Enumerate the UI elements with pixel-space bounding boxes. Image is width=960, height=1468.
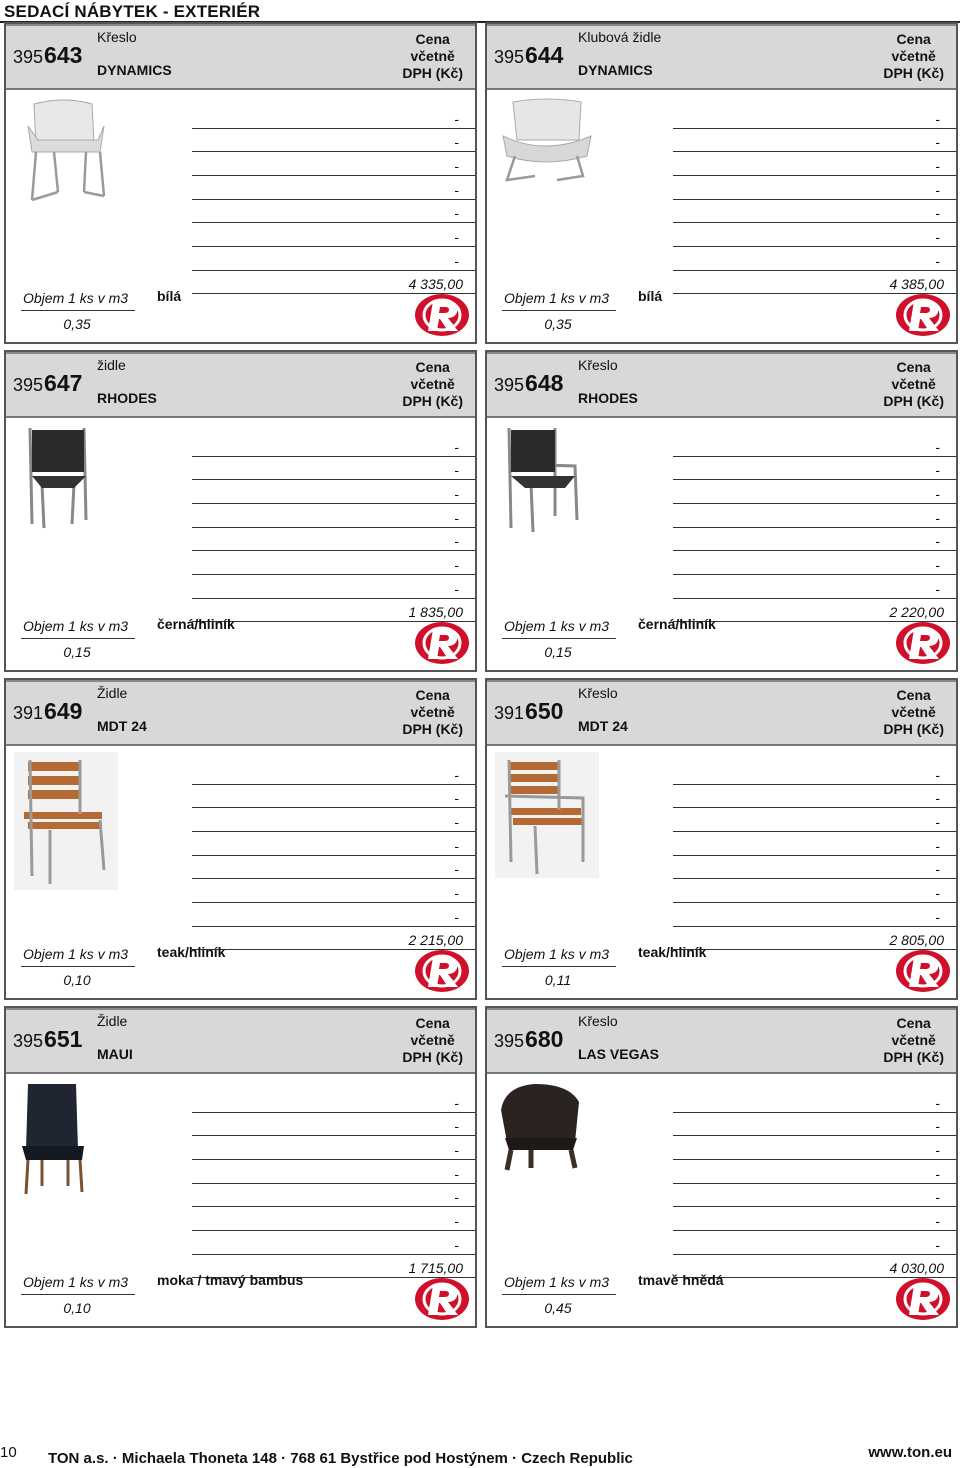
volume-label: Objem 1 ks v m3 bbox=[502, 1274, 616, 1295]
volume-value: 0,45 bbox=[544, 1300, 572, 1316]
price-empty: - bbox=[454, 134, 459, 151]
code-prefix: 395 bbox=[494, 1031, 525, 1051]
price-empty: - bbox=[454, 813, 459, 830]
price-header-line2: včetně bbox=[410, 48, 455, 64]
price-row bbox=[192, 809, 475, 832]
code-number: 651 bbox=[44, 1026, 83, 1052]
product-photo bbox=[14, 1080, 174, 1270]
price-empty: - bbox=[454, 181, 459, 198]
product-name: MDT 24 bbox=[578, 718, 628, 734]
price-empty: - bbox=[935, 790, 940, 807]
price-row bbox=[673, 1185, 956, 1208]
rattan-armchair-icon bbox=[495, 1080, 585, 1174]
price-empty: - bbox=[454, 861, 459, 878]
price-empty: - bbox=[454, 837, 459, 854]
price-empty: - bbox=[454, 884, 459, 901]
price-row bbox=[192, 552, 475, 575]
ton-logo-icon bbox=[414, 1277, 470, 1321]
price-header-line3: DPH (Kč) bbox=[883, 65, 944, 81]
price-empty: - bbox=[454, 790, 459, 807]
price-empty: - bbox=[935, 861, 940, 878]
price-empty: - bbox=[454, 1236, 459, 1253]
page-title: SEDACÍ NÁBYTEK - EXTERIÉR bbox=[4, 2, 261, 21]
price-row bbox=[673, 1161, 956, 1184]
volume-value: 0,11 bbox=[544, 972, 572, 988]
price-rows bbox=[673, 1090, 956, 1280]
price-empty: - bbox=[454, 485, 459, 502]
product-code bbox=[494, 370, 563, 397]
price-empty: - bbox=[454, 157, 459, 174]
product-name: DYNAMICS bbox=[578, 62, 653, 78]
price-row bbox=[192, 177, 475, 200]
price-header-line2: včetně bbox=[410, 704, 455, 720]
ton-logo-icon bbox=[895, 1277, 951, 1321]
volume-label: Objem 1 ks v m3 bbox=[502, 946, 616, 967]
product-code bbox=[13, 698, 82, 725]
price-row bbox=[673, 833, 956, 856]
product-code bbox=[494, 698, 563, 725]
product-price: 4 385,00 bbox=[889, 276, 944, 293]
price-empty: - bbox=[935, 181, 940, 198]
price-header-line1: Cena bbox=[896, 1015, 931, 1031]
price-empty: - bbox=[935, 766, 940, 783]
price-rows bbox=[192, 106, 475, 296]
product-photo bbox=[495, 1080, 655, 1270]
price-empty: - bbox=[454, 1189, 459, 1206]
price-empty: - bbox=[935, 509, 940, 526]
price-empty: - bbox=[454, 766, 459, 783]
volume-value: 0,15 bbox=[544, 644, 572, 660]
price-empty: - bbox=[454, 908, 459, 925]
price-header bbox=[402, 31, 463, 82]
price-row bbox=[673, 1208, 956, 1231]
price-row bbox=[673, 505, 956, 528]
price-empty: - bbox=[935, 1236, 940, 1253]
price-header-line1: Cena bbox=[415, 31, 450, 47]
price-empty: - bbox=[935, 1189, 940, 1206]
rattan-chair-icon bbox=[14, 1080, 94, 1200]
volume-label: Objem 1 ks v m3 bbox=[21, 290, 135, 311]
price-row bbox=[673, 224, 956, 247]
price-row bbox=[192, 201, 475, 224]
product-card-648 bbox=[485, 350, 958, 672]
price-empty: - bbox=[935, 157, 940, 174]
product-photo bbox=[14, 752, 174, 942]
ton-logo-icon bbox=[895, 621, 951, 665]
price-row bbox=[673, 809, 956, 832]
price-row bbox=[673, 481, 956, 504]
price-header-line1: Cena bbox=[896, 31, 931, 47]
price-row bbox=[673, 552, 956, 575]
price-empty: - bbox=[454, 205, 459, 222]
price-row bbox=[673, 130, 956, 153]
price-header-line2: včetně bbox=[891, 48, 936, 64]
price-rows bbox=[673, 762, 956, 952]
price-row bbox=[673, 177, 956, 200]
price-empty: - bbox=[935, 813, 940, 830]
product-price: 2 215,00 bbox=[408, 932, 463, 949]
price-row bbox=[192, 1137, 475, 1160]
price-empty: - bbox=[935, 1141, 940, 1158]
price-row bbox=[673, 201, 956, 224]
price-row bbox=[192, 762, 475, 785]
product-code bbox=[494, 1026, 563, 1053]
price-row bbox=[192, 1090, 475, 1113]
price-row bbox=[192, 529, 475, 552]
product-price: 1 715,00 bbox=[408, 1260, 463, 1277]
price-header bbox=[402, 687, 463, 738]
code-number: 647 bbox=[44, 370, 83, 396]
price-empty: - bbox=[454, 1165, 459, 1182]
price-header-line3: DPH (Kč) bbox=[883, 1049, 944, 1065]
price-row bbox=[673, 762, 956, 785]
price-header-line1: Cena bbox=[415, 1015, 450, 1031]
price-empty: - bbox=[935, 1212, 940, 1229]
price-row bbox=[192, 833, 475, 856]
price-row bbox=[673, 248, 956, 271]
product-name: LAS VEGAS bbox=[578, 1046, 659, 1062]
price-row bbox=[673, 1114, 956, 1137]
price-row bbox=[192, 786, 475, 809]
product-name: RHODES bbox=[578, 390, 638, 406]
price-row bbox=[192, 458, 475, 481]
product-photo bbox=[495, 96, 655, 286]
white-chair-icon bbox=[14, 96, 114, 206]
price-empty: - bbox=[454, 1118, 459, 1135]
price-empty: - bbox=[935, 1165, 940, 1182]
price-row bbox=[192, 481, 475, 504]
volume-label: Objem 1 ks v m3 bbox=[21, 618, 135, 639]
black-mesh-chair-icon bbox=[14, 424, 104, 534]
code-number: 680 bbox=[525, 1026, 564, 1052]
price-header-line3: DPH (Kč) bbox=[402, 1049, 463, 1065]
price-row bbox=[192, 576, 475, 599]
price-empty: - bbox=[454, 556, 459, 573]
volume-value: 0,10 bbox=[63, 1300, 91, 1316]
volume-value: 0,10 bbox=[63, 972, 91, 988]
product-code bbox=[13, 370, 82, 397]
price-row bbox=[192, 153, 475, 176]
product-card-650 bbox=[485, 678, 958, 1000]
price-header-line3: DPH (Kč) bbox=[402, 65, 463, 81]
volume-label: Objem 1 ks v m3 bbox=[502, 618, 616, 639]
product-color: černá/hliník bbox=[157, 616, 235, 632]
product-name: RHODES bbox=[97, 390, 157, 406]
price-header bbox=[883, 31, 944, 82]
product-photo bbox=[14, 424, 174, 614]
price-empty: - bbox=[454, 580, 459, 597]
price-empty: - bbox=[454, 438, 459, 455]
price-row bbox=[673, 786, 956, 809]
price-row bbox=[192, 857, 475, 880]
price-empty: - bbox=[935, 134, 940, 151]
price-empty: - bbox=[935, 438, 940, 455]
product-color: bílá bbox=[638, 288, 663, 304]
product-photo bbox=[14, 96, 174, 286]
price-rows bbox=[192, 434, 475, 624]
code-prefix: 391 bbox=[494, 703, 525, 723]
price-empty: - bbox=[454, 1094, 459, 1111]
ton-logo-icon bbox=[895, 949, 951, 993]
code-prefix: 395 bbox=[494, 375, 525, 395]
product-type: Židle bbox=[97, 685, 128, 701]
product-photo bbox=[495, 752, 655, 942]
product-code bbox=[13, 42, 82, 69]
product-header bbox=[487, 680, 956, 746]
price-empty: - bbox=[454, 110, 459, 127]
price-row bbox=[673, 880, 956, 903]
white-club-chair-icon bbox=[495, 96, 595, 196]
code-prefix: 395 bbox=[13, 47, 44, 67]
product-color: bílá bbox=[157, 288, 182, 304]
product-type: Křeslo bbox=[578, 1013, 618, 1029]
volume-label: Objem 1 ks v m3 bbox=[21, 946, 135, 967]
product-header bbox=[487, 1008, 956, 1074]
price-header-line3: DPH (Kč) bbox=[402, 393, 463, 409]
product-name: MAUI bbox=[97, 1046, 133, 1062]
price-row bbox=[192, 1208, 475, 1231]
product-type: Křeslo bbox=[578, 357, 618, 373]
price-row bbox=[192, 880, 475, 903]
price-header-line3: DPH (Kč) bbox=[883, 721, 944, 737]
product-card-649 bbox=[4, 678, 477, 1000]
product-header bbox=[6, 24, 475, 90]
product-color: černá/hliník bbox=[638, 616, 716, 632]
black-mesh-armchair-icon bbox=[495, 424, 595, 534]
price-row bbox=[192, 248, 475, 271]
price-header bbox=[883, 687, 944, 738]
price-row bbox=[673, 904, 956, 927]
footer-address: TON a.s. · Michaela Thoneta 148 · 768 61 Bystřice pod Hostýnem · Czech Republic bbox=[48, 1450, 633, 1467]
volume-value: 0,35 bbox=[63, 316, 91, 332]
price-row-final bbox=[192, 928, 475, 951]
price-empty: - bbox=[935, 908, 940, 925]
code-number: 644 bbox=[525, 42, 564, 68]
product-price: 2 220,00 bbox=[889, 604, 944, 621]
price-row bbox=[673, 106, 956, 129]
product-type: Klubová židle bbox=[578, 29, 662, 45]
ton-logo-icon bbox=[414, 949, 470, 993]
price-row bbox=[192, 1161, 475, 1184]
product-type: Křeslo bbox=[578, 685, 618, 701]
code-prefix: 395 bbox=[13, 1031, 44, 1051]
product-card-651 bbox=[4, 1006, 477, 1328]
price-row bbox=[673, 1232, 956, 1255]
price-row bbox=[192, 224, 475, 247]
price-row bbox=[192, 1114, 475, 1137]
volume-value: 0,35 bbox=[544, 316, 572, 332]
price-row bbox=[192, 434, 475, 457]
product-name: MDT 24 bbox=[97, 718, 147, 734]
code-number: 650 bbox=[525, 698, 564, 724]
product-price: 1 835,00 bbox=[408, 604, 463, 621]
price-empty: - bbox=[935, 837, 940, 854]
page-number: 10 bbox=[0, 1444, 17, 1461]
price-header-line1: Cena bbox=[415, 359, 450, 375]
teak-chair-icon bbox=[14, 752, 118, 890]
volume-value: 0,15 bbox=[63, 644, 91, 660]
product-color: teak/hliník bbox=[638, 944, 707, 960]
product-header bbox=[6, 1008, 475, 1074]
code-number: 648 bbox=[525, 370, 564, 396]
product-photo bbox=[495, 424, 655, 614]
price-row bbox=[192, 106, 475, 129]
price-row bbox=[192, 505, 475, 528]
price-empty: - bbox=[935, 228, 940, 245]
price-header-line3: DPH (Kč) bbox=[883, 393, 944, 409]
product-color: moka / tmavý bambus bbox=[157, 1272, 304, 1288]
price-header-line1: Cena bbox=[896, 687, 931, 703]
volume-label: Objem 1 ks v m3 bbox=[21, 1274, 135, 1295]
product-card-680 bbox=[485, 1006, 958, 1328]
price-empty: - bbox=[935, 1094, 940, 1111]
product-price: 2 805,00 bbox=[889, 932, 944, 949]
code-number: 649 bbox=[44, 698, 83, 724]
product-color: tmavě hnědá bbox=[638, 1272, 724, 1288]
teak-armchair-icon bbox=[495, 752, 599, 878]
price-rows bbox=[673, 106, 956, 296]
product-type: Židle bbox=[97, 1013, 128, 1029]
price-empty: - bbox=[935, 580, 940, 597]
product-card-647 bbox=[4, 350, 477, 672]
price-empty: - bbox=[454, 533, 459, 550]
product-price: 4 030,00 bbox=[889, 1260, 944, 1277]
price-rows bbox=[192, 1090, 475, 1280]
price-row-final bbox=[673, 272, 956, 295]
code-prefix: 395 bbox=[494, 47, 525, 67]
price-header-line2: včetně bbox=[891, 376, 936, 392]
price-header-line2: včetně bbox=[410, 376, 455, 392]
ton-logo-icon bbox=[895, 293, 951, 337]
price-row bbox=[192, 904, 475, 927]
price-header-line2: včetně bbox=[891, 1032, 936, 1048]
price-header bbox=[883, 1015, 944, 1066]
price-row bbox=[673, 1090, 956, 1113]
price-empty: - bbox=[454, 228, 459, 245]
price-row-final bbox=[673, 928, 956, 951]
product-code bbox=[494, 42, 563, 69]
code-prefix: 391 bbox=[13, 703, 44, 723]
price-row bbox=[673, 434, 956, 457]
price-header-line1: Cena bbox=[896, 359, 931, 375]
product-type: Křeslo bbox=[97, 29, 137, 45]
price-rows bbox=[673, 434, 956, 624]
price-empty: - bbox=[935, 205, 940, 222]
code-prefix: 395 bbox=[13, 375, 44, 395]
price-row bbox=[192, 130, 475, 153]
price-row bbox=[673, 529, 956, 552]
price-header-line2: včetně bbox=[891, 704, 936, 720]
price-empty: - bbox=[454, 509, 459, 526]
price-row bbox=[673, 458, 956, 481]
price-empty: - bbox=[935, 252, 940, 269]
volume-label: Objem 1 ks v m3 bbox=[502, 290, 616, 311]
price-header bbox=[883, 359, 944, 410]
price-header-line3: DPH (Kč) bbox=[402, 721, 463, 737]
price-empty: - bbox=[935, 462, 940, 479]
product-header bbox=[6, 352, 475, 418]
product-header bbox=[487, 24, 956, 90]
price-empty: - bbox=[935, 110, 940, 127]
price-empty: - bbox=[935, 533, 940, 550]
price-header-line1: Cena bbox=[415, 687, 450, 703]
price-row-final bbox=[192, 272, 475, 295]
price-row bbox=[673, 153, 956, 176]
price-empty: - bbox=[454, 252, 459, 269]
price-row bbox=[673, 576, 956, 599]
price-rows bbox=[192, 762, 475, 952]
product-card-643 bbox=[4, 22, 477, 344]
product-card-644 bbox=[485, 22, 958, 344]
price-empty: - bbox=[935, 485, 940, 502]
price-row bbox=[192, 1232, 475, 1255]
code-number: 643 bbox=[44, 42, 83, 68]
product-type: židle bbox=[97, 357, 126, 373]
product-color: teak/hliník bbox=[157, 944, 226, 960]
footer-website[interactable]: www.ton.eu bbox=[868, 1444, 952, 1461]
price-empty: - bbox=[935, 884, 940, 901]
price-header-line2: včetně bbox=[410, 1032, 455, 1048]
product-price: 4 335,00 bbox=[408, 276, 463, 293]
product-header bbox=[6, 680, 475, 746]
product-header bbox=[487, 352, 956, 418]
price-row bbox=[673, 1137, 956, 1160]
price-empty: - bbox=[454, 1212, 459, 1229]
ton-logo-icon bbox=[414, 293, 470, 337]
price-empty: - bbox=[454, 462, 459, 479]
price-empty: - bbox=[935, 556, 940, 573]
product-code bbox=[13, 1026, 82, 1053]
price-header bbox=[402, 359, 463, 410]
price-empty: - bbox=[935, 1118, 940, 1135]
ton-logo-icon bbox=[414, 621, 470, 665]
price-header bbox=[402, 1015, 463, 1066]
price-empty: - bbox=[454, 1141, 459, 1158]
product-name: DYNAMICS bbox=[97, 62, 172, 78]
price-row bbox=[192, 1185, 475, 1208]
price-row bbox=[673, 857, 956, 880]
